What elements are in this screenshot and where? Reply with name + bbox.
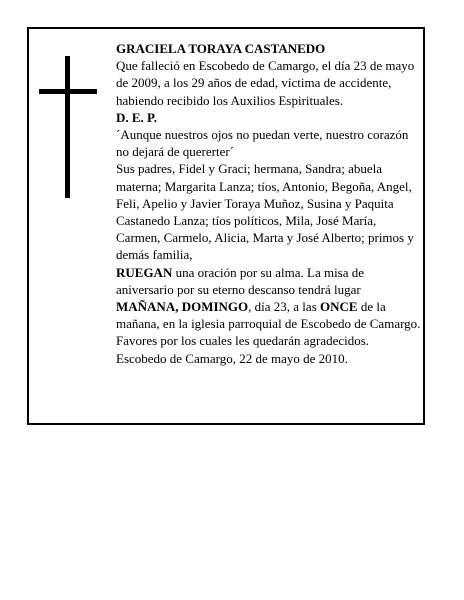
- notice-text: [116, 40, 422, 367]
- family-list: Sus padres, Fidel y Graci; hermana, Sandra; abuela materna; Margarita Lanza; tíos, Antonio, Begoña, Angel, Feli, Apelio y Javier Toraya Muñoz, Susina y Paquita Castanedo Lanza; tíos políticos, Mila, José María, Carmen, Carmelo, Alicia, Marta y José Alberto; primos y demás familia,: [116, 161, 414, 263]
- request-text-1: una oración por su alma. La misa de aniversario por su eterno descanso tendrá lugar: [116, 264, 365, 297]
- mass-request: [116, 264, 422, 350]
- request-text-3: de la mañana, en la iglesia parroquial de Escobedo de Camargo. Favores por los cuales les quedarán agradecidos.: [116, 299, 421, 349]
- request-text-2: , día 23, a las: [248, 299, 320, 315]
- day-word: MAÑANA, DOMINGO: [116, 299, 249, 315]
- deceased-name: GRACIELA TORAYA CASTANEDO: [116, 41, 326, 56]
- death-info: Que falleció en Escobedo de Camargo, el día 23 de mayo de 2009, a los 29 años de edad, víctima de accidente, habiendo recibido los Auxilios Espirituales.: [116, 58, 415, 108]
- dep-line: D. E. P.: [116, 109, 158, 125]
- cross-vertical-bar: [65, 56, 70, 198]
- cross-horizontal-bar: [39, 89, 97, 94]
- time-word: ONCE: [320, 299, 358, 315]
- cross-icon: [39, 56, 97, 198]
- place-date: Escobedo de Camargo, 22 de mayo de 2010.: [116, 350, 348, 366]
- memorial-quote: ´Aunque nuestros ojos no puedan verte, nuestro corazón no dejará de quererter´: [116, 127, 409, 160]
- obituary-notice: [27, 27, 425, 425]
- request-word: RUEGAN: [116, 264, 173, 280]
